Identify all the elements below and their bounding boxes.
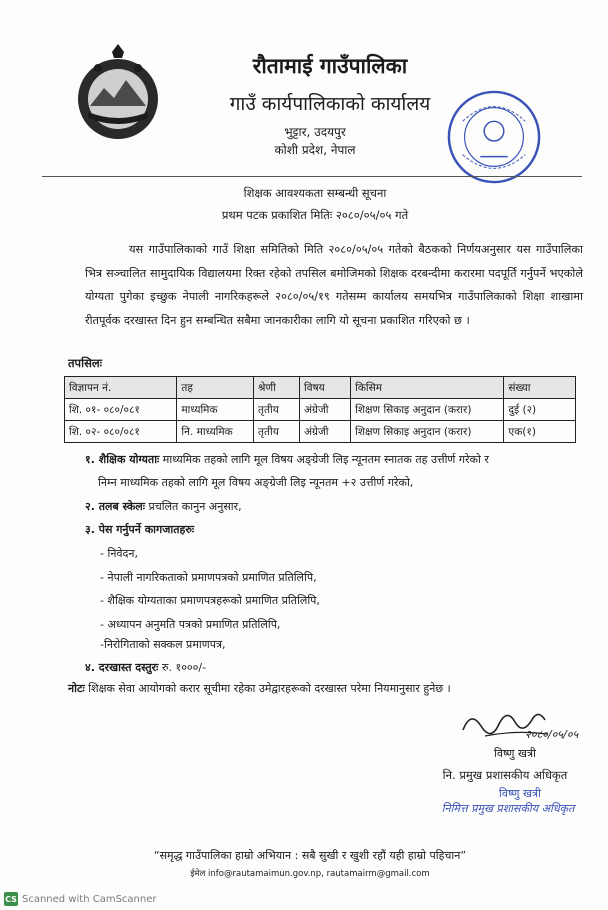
salary-line <box>85 499 565 514</box>
signer-name: विष्णु खत्री <box>494 747 536 760</box>
camscanner-label: Scanned with CamScanner <box>22 893 157 905</box>
table-cell: तृतीय <box>254 399 300 421</box>
address-line-1: भुट्टार, उदयपुर <box>284 125 346 139</box>
table-cell: शि. ०१- ०८०/०८१ <box>65 399 177 421</box>
camscanner-icon: CS <box>4 892 18 906</box>
fee-line <box>85 660 206 675</box>
document-item: - शैक्षिक योग्यताका प्रमाणपत्रहरूको प्रमाणित प्रतिलिपि, <box>100 594 320 607</box>
document-item: - अध्यापन अनुमति पत्रको प्रमाणित प्रतिलिपि, <box>100 618 281 631</box>
fee-text: रु. १०००/- <box>161 661 207 674</box>
nepal-government-emblem-icon <box>68 44 168 144</box>
table-cell: नि. माध्यमिक <box>177 421 254 443</box>
header-divider <box>42 176 582 177</box>
qualification-text-2: निम्न माध्यमिक तहको लागि मूल विषय अङ्ग्रेजी लिइ न्यूनतम +२ उत्तीर्ण गरेको, <box>98 476 414 489</box>
column-header: तह <box>177 377 254 399</box>
handwritten-signature-icon <box>455 700 585 745</box>
document-item: - नेपाली नागरिकताको प्रमाणपत्रको प्रमाणित प्रतिलिपि, <box>100 571 317 584</box>
vacancy-table <box>64 376 576 443</box>
office-name: गाउँ कार्यपालिकाको कार्यालय <box>229 93 431 115</box>
salary-label: २. तलब स्केलः <box>85 500 145 513</box>
table-cell: शि. ०२- ०८०/०८१ <box>65 421 177 443</box>
table-cell: शिक्षण सिकाइ अनुदान (करार) <box>351 399 504 421</box>
stamp-signer-name: विष्णु खत्री <box>499 787 541 800</box>
table-cell: अंग्रेजी <box>300 399 351 421</box>
qualification-line-1 <box>85 452 585 467</box>
table-cell: तृतीय <box>254 421 300 443</box>
signer-title: नि. प्रमुख प्रशासकीय अधिकृत <box>442 768 568 782</box>
published-date: प्रथम पटक प्रकाशित मितिः २०८०/०५/०५ गते <box>221 208 409 222</box>
table-cell: एक(१) <box>504 421 576 443</box>
table-cell: अंग्रेजी <box>300 421 351 443</box>
fee-label: ४. दरखास्त दस्तुरः <box>85 661 159 674</box>
table-header-row <box>65 377 576 399</box>
table-cell: दुई (२) <box>504 399 576 421</box>
qualification-text-1: माध्यमिक तहको लागि मूल विषय अङ्ग्रेजी लिइ न्यूनतम स्नातक तह उत्तीर्ण गरेको र <box>162 453 489 466</box>
column-header: संख्या <box>504 377 576 399</box>
office-round-seal-icon <box>445 88 543 186</box>
address-line-2: कोशी प्रदेश, नेपाल <box>274 143 356 157</box>
camscanner-watermark <box>4 891 157 907</box>
notice-title: शिक्षक आवश्यकता सम्बन्धी सूचना <box>243 186 387 200</box>
note-label: नोटः <box>68 682 85 695</box>
footer-slogan: “समृद्ध गाउँपालिका हाम्रो अभियान : सबै सुखी र खुशी रहौं यही हाम्रो पहिचान” <box>153 849 467 862</box>
notice-body: यस गाउँपालिकाको गाउँ शिक्षा समितिको मिति २०८०/०५/०५ गतेको बैठकको निर्णयअनुसार यस गाउँपालिका भित्र सञ्चालित सामुदायिक विद्यालयमा रिक्त रहेको तपसिल बमोजिमको शिक्षक दरबन्दीमा करारमा पदपूर्ति गर्नुपर्ने भएकोले योग्यता पुगेका इच्छुक नेपाली नागरिकहरूले २०८०/०५/१९ गतेसम्म कार्यालय समयभित्र गाउँपालिकाको शिक्षा शाखामा रीतपूर्वक दरखास्त दिन हुन सम्बन्धित सबैमा जानकारीका लागि यो सूचना प्रकाशित गरिएको छ । <box>85 243 584 327</box>
column-header: विषय <box>300 377 351 399</box>
document-item: -निरोगिताको सक्कल प्रमाणपत्र, <box>100 638 226 651</box>
qualification-label: १. शैक्षिक योग्यताः <box>85 453 160 466</box>
note-text: शिक्षक सेवा आयोगको करार सूचीमा रहेका उमेद्वारहरूको दरखास्त परेमा नियमानुसार हुनेछ । <box>88 682 451 695</box>
salary-text: प्रचलित कानुन अनुसार, <box>148 500 242 513</box>
table-cell: माध्यमिक <box>177 399 254 421</box>
table-row <box>65 399 576 421</box>
stamp-signer-title: निमित्त प्रमुख प्रशासकीय अधिकृत <box>441 802 575 815</box>
documents-label: ३. पेस गर्नुपर्ने कागजातहरुः <box>85 523 195 536</box>
column-header: श्रेणी <box>254 377 300 399</box>
table-cell: शिक्षण सिकाइ अनुदान (करार) <box>351 421 504 443</box>
schedule-label: तपसिलः <box>68 356 102 370</box>
note-line <box>68 681 588 696</box>
column-header: किसिम <box>351 377 504 399</box>
table-row <box>65 421 576 443</box>
signature-date: २०८०/०५/०५ <box>525 728 579 741</box>
document-item: - निवेदन, <box>100 547 138 560</box>
footer-email: ईमेल info@rautamaimun.gov.np, rautamairm@gmail.com <box>190 869 430 879</box>
organization-name: रौतामाई गाउँपालिका <box>252 54 408 78</box>
column-header: विज्ञापन नं. <box>65 377 177 399</box>
